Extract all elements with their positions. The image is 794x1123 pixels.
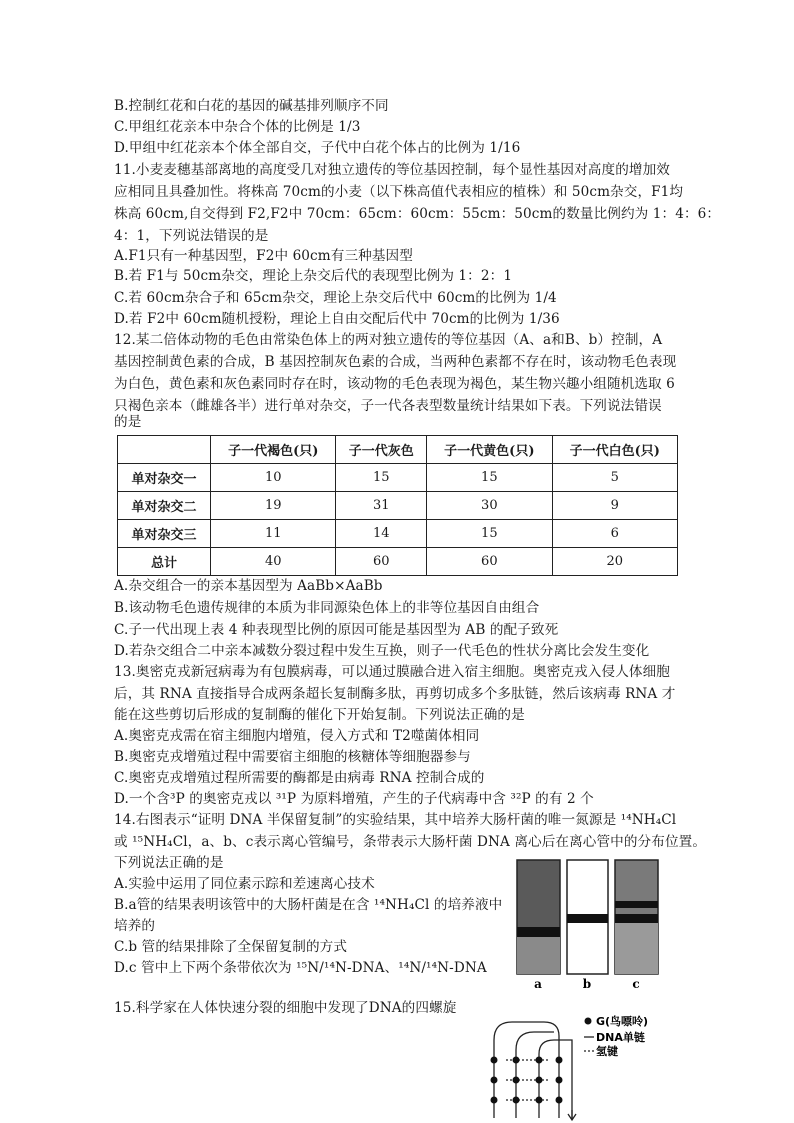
option-13d: D.一个含³P 的奥密克戎以 ³¹P 为原料增殖，产生的子代病毒中含 ³²P 的有 2 个 — [114, 791, 594, 807]
table-cell: 14 — [336, 520, 427, 548]
table-header-row — [118, 436, 678, 464]
strand-right — [539, 1040, 572, 1118]
legend-strand: DNA单链 — [596, 1031, 645, 1044]
strand-left — [494, 1022, 559, 1118]
question-12-line5: 的是 — [114, 414, 142, 430]
option-10b: B.控制红花和白花的基因的碱基排列顺序不同 — [114, 98, 389, 114]
tube-label-a: a — [534, 977, 542, 991]
table-cell: 60 — [336, 548, 427, 576]
table-cell: 15 — [427, 464, 552, 492]
tube-label-b: b — [582, 977, 592, 991]
option-14b-cont: 培养的 — [114, 918, 156, 934]
question-11-line2: 应相同且具叠加性。将株高 70cm的小麦（以下株高值代表相应的植株）和 50cm杂交，F1均 — [114, 184, 684, 200]
option-13a: A.奥密克戎需在宿主细胞内增殖，侵入方式和 T2噬菌体相同 — [114, 728, 480, 744]
table-cell: 9 — [552, 492, 677, 520]
option-10c: C.甲组红花亲本中杂合个体的比例是 1/3 — [114, 119, 361, 135]
question-12-line1: 12.某二倍体动物的毛色由常染色体上的两对独立遗传的等位基因（A、a和B、b）控制，A — [114, 332, 663, 348]
table-cell: 60 — [427, 548, 552, 576]
table-cell: 31 — [336, 492, 427, 520]
question-12-line2: 基因控制黄色素的合成，B 基因控制灰色素的合成，当两种色素都不存在时，该动物毛色表现 — [114, 354, 677, 370]
tube-b-band — [567, 914, 608, 923]
table-cell: 10 — [211, 464, 336, 492]
legend-hbond: 氢键 — [596, 1045, 618, 1058]
table-header-cell: 子一代黄色(只) — [427, 436, 552, 464]
table-row-label: 单对杂交三 — [118, 520, 211, 548]
option-14d: D.c 管中上下两个条带依次为 ¹⁵N/¹⁴N-DNA、¹⁴N/¹⁴N-DNA — [114, 960, 487, 976]
tube-c-band-upper — [615, 901, 658, 908]
option-12b: B.该动物毛色遗传规律的本质为非同源染色体上的非等位基因自由组合 — [114, 600, 540, 616]
table-cell: 5 — [552, 464, 677, 492]
table-row — [118, 492, 678, 520]
option-14a: A.实验中运用了同位素示踪和差速离心技术 — [114, 876, 375, 892]
table-cell: 30 — [427, 492, 552, 520]
option-12c: C.子一代出现上表 4 种表现型比例的原因可能是基因型为 AB 的配子致死 — [114, 622, 559, 638]
table-cell: 20 — [552, 548, 677, 576]
quadruplex-strands — [494, 1022, 572, 1118]
table-cell: 19 — [211, 492, 336, 520]
tube-a-band — [517, 927, 560, 937]
question-12-line3: 为白色，黄色素和灰色素同时存在时，该动物的毛色表现为褐色，某生物兴趣小组随机选取 6 — [114, 376, 675, 392]
table-header-cell — [118, 436, 211, 464]
tube-a-lower — [517, 937, 560, 974]
table-row-label: 单对杂交二 — [118, 492, 211, 520]
option-14b: B.a管的结果表明该管中的大肠杆菌是在含 ¹⁴NH₄Cl 的培养液中 — [114, 897, 503, 913]
table-row — [118, 520, 678, 548]
option-10d: D.甲组中红花亲本个体全部自交，子代中白花个体占的比例为 1/16 — [114, 140, 521, 156]
option-14c: C.b 管的结果排除了全保留复制的方式 — [114, 939, 348, 955]
table-header-cell: 子一代白色(只) — [552, 436, 677, 464]
question-14-line3: 下列说法正确的是 — [114, 855, 224, 871]
table-cell: 15 — [336, 464, 427, 492]
question-13-line1: 13.奥密克戎新冠病毒为有包膜病毒，可以通过膜融合进入宿主细胞。奥密克戎入侵人体细胞 — [114, 664, 670, 680]
table-row — [118, 548, 678, 576]
option-11a: A.F1只有一种基因型，F2中 60cm有三种基因型 — [114, 248, 413, 264]
tube-c-lower — [615, 923, 658, 974]
question-11-line3: 株高 60cm,自交得到 F2,F2中 70cm：65cm：60cm：55cm：50cm的数量比例约为 1：4：6： — [114, 206, 721, 222]
offspring-table — [117, 435, 678, 576]
table-row-label: 单对杂交一 — [118, 464, 211, 492]
table-header-cell: 子一代褐色(只) — [211, 436, 336, 464]
centrifuge-tubes-figure — [515, 858, 660, 992]
tube-label-c: c — [632, 977, 640, 991]
arrow-down-icon — [568, 1110, 576, 1120]
question-14-line1: 14.右图表示“证明 DNA 半保留复制”的实验结果，其中培养大肠杆菌的唯一氮源是 ¹⁴NH₄Cl — [114, 812, 677, 828]
tube-c-band-lower — [615, 914, 658, 923]
question-11-line1: 11.小麦麦穗基部离地的高度受几对独立遗传的等位基因控制，每个显性基因对高度的增加效 — [114, 162, 670, 178]
table-cell: 6 — [552, 520, 677, 548]
option-12d: D.若杂交组合二中亲本减数分裂过程中发生互换，则子一代毛色的性状分离比会发生变化 — [114, 643, 650, 659]
question-14-line2: 或 ¹⁵NH₄Cl，a、b、c表示离心管编号，条带表示大肠杆菌 DNA 离心后在离心管中的分布位置。 — [114, 834, 707, 850]
table-cell: 15 — [427, 520, 552, 548]
dna-quadruplex-figure — [484, 1010, 674, 1123]
question-12-line4: 只褐色亲本（雌雄各半）进行单对杂交，子一代各表型数量统计结果如下表。下列说法错误 — [114, 398, 662, 414]
option-13c: C.奥密克戎增殖过程所需要的酶都是由病毒 RNA 控制合成的 — [114, 770, 485, 786]
question-11-line4: 4：1，下列说法错误的是 — [114, 228, 269, 244]
legend-guanine-icon — [585, 1018, 592, 1025]
option-11b: B.若 F1与 50cm杂交，理论上杂交后代的表现型比例为 1：2：1 — [114, 268, 513, 284]
option-11c: C.若 60cm杂合子和 65cm杂交，理论上杂交后代中 60cm的比例为 1/4 — [114, 290, 557, 306]
strand-inner — [516, 1032, 554, 1118]
table-cell: 11 — [211, 520, 336, 548]
question-13-line2: 后，其 RNA 直接指导合成两条超长复制酶多肽，再剪切成多个多肽链，然后该病毒 RNA 才 — [114, 686, 676, 702]
table-cell: 40 — [211, 548, 336, 576]
table-header-cell: 子一代灰色 — [336, 436, 427, 464]
table-row — [118, 464, 678, 492]
option-11d: D.若 F2中 60cm随机授粉，理论上自由交配后代中 70cm的比例为 1/36 — [114, 311, 560, 327]
question-15-line1: 15.科学家在人体快速分裂的细胞中发现了DNA的四螺旋 — [114, 1000, 457, 1016]
option-13b: B.奥密克戎增殖过程中需要宿主细胞的核糖体等细胞器参与 — [114, 749, 471, 765]
table-row-label: 总计 — [118, 548, 211, 576]
question-13-line3: 能在这些剪切后形成的复制酶的催化下开始复制。下列说法正确的是 — [114, 707, 525, 723]
option-12a: A.杂交组合一的亲本基因型为 AaBb×AaBb — [114, 578, 383, 594]
legend-guanine: G(鸟嘌呤) — [596, 1015, 649, 1028]
